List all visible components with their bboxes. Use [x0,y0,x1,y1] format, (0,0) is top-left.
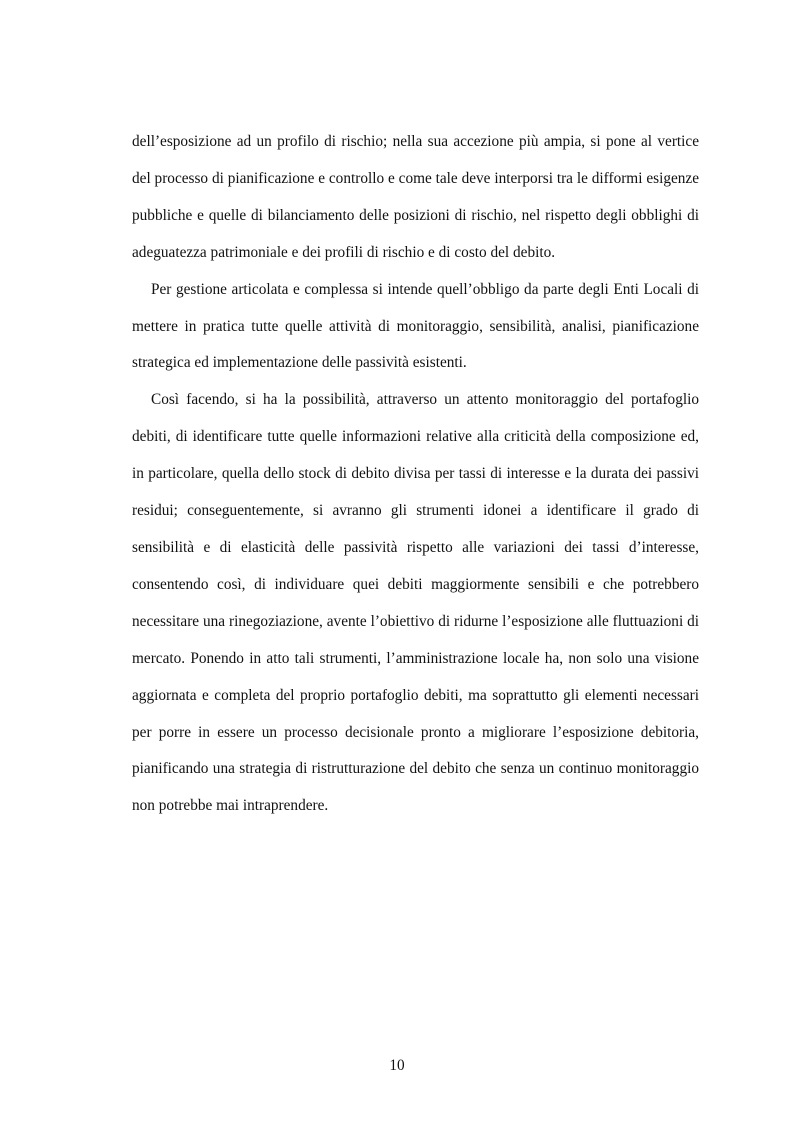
page-body [132,124,699,825]
paragraph-cosi-facendo: Così facendo, si ha la possibilità, attraverso un attento monitoraggio del portafoglio debiti, di identificare tutte quelle informazioni relative alla criticità della composizione ed, in particolare, quella dello stock di debito divisa per tassi di interesse e la durata dei passivi residui; conseguentemente, si avranno gli strumenti idonei a identificare il grado di sensibilità e di elasticità delle passività rispetto alle variazioni dei tassi d’interesse, consentendo così, di individuare quei debiti maggiormente sensibili e che potrebbero necessitare una rinegoziazione, avente l’obiettivo di ridurne l’esposizione alle fluttuazioni di mercato. Ponendo in atto tali strumenti, l’amministrazione locale ha, non solo una visione aggiornata e completa del proprio portafoglio debiti, ma soprattutto gli elementi necessari per porre in essere un processo decisionale pronto a migliorare l’esposizione debitoria, pianificando una strategia di ristrutturazione del debito che senza un continuo monitoraggio non potrebbe mai intraprendere. [132,391,699,815]
page-number: 10 [389,1057,405,1074]
paragraph-continuation: dell’esposizione ad un profilo di rischio; nella sua accezione più ampia, si pone al vertice del processo di pianificazione e controllo e come tale deve interporsi tra le difformi esigenze pubbliche e quelle di bilanciamento delle posizioni di rischio, nel rispetto degli obblighi di adeguatezza patrimoniale e dei profili di rischio e di costo del debito. [132,133,699,261]
paragraph-gestione-articolata: Per gestione articolata e complessa si intende quell’obbligo da parte degli Enti Locali di mettere in pratica tutte quelle attività di monitoraggio, sensibilità, analisi, pianificazione strategica ed implementazione delle passività esistenti. [132,280,699,372]
